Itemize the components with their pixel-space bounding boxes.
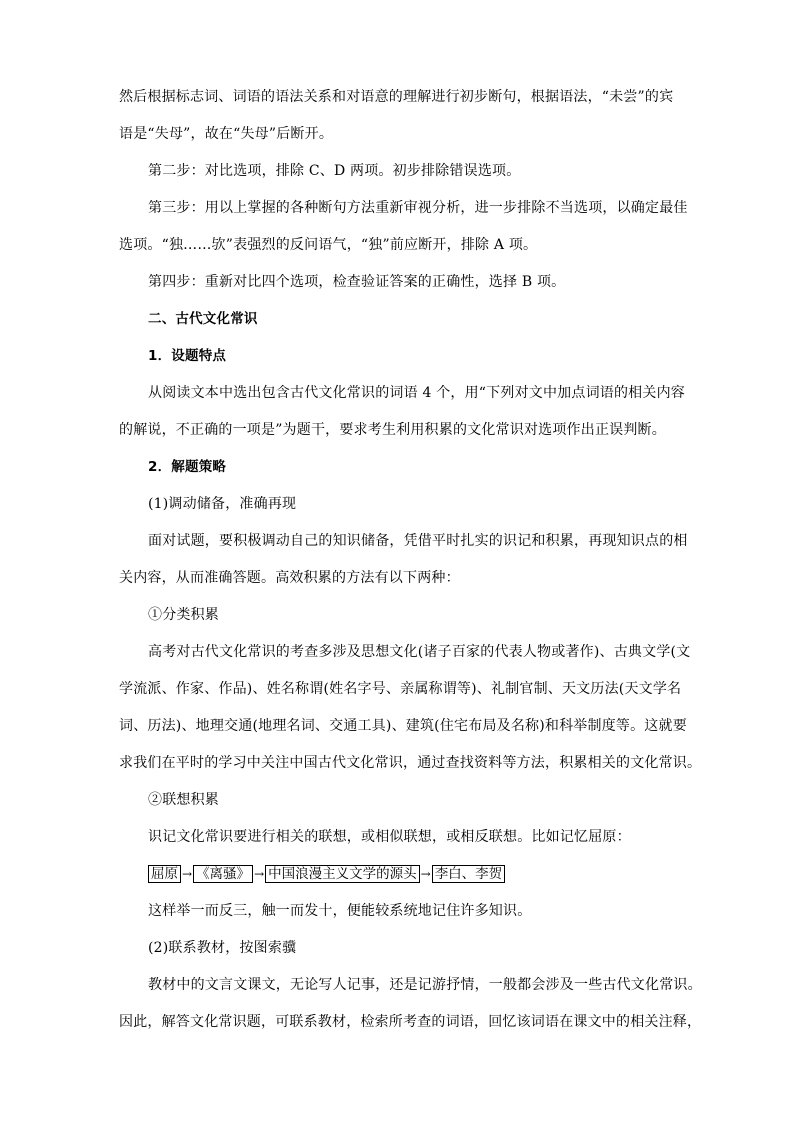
text-line: 然后根据标志词、词语的语法关系和对语意的理解进行初步断句，根据语法，“未尝”的宾 bbox=[119, 89, 674, 105]
heading-text: 1．设题特点 bbox=[148, 348, 227, 364]
text-line: 的解说，不正确的一项是”为题干，要求考生利用积累的文化常识对选项作出正误判断。 bbox=[119, 422, 666, 438]
text-line: (2)联系教材，按图索骥 bbox=[148, 940, 297, 956]
text-line: 求我们在平时的学习中关注中国古代文化常识，通过查找资料等方法，积累相关的文化常识。 bbox=[119, 755, 702, 771]
text-line: 语是“失母”，故在“失母”后断开。 bbox=[119, 126, 334, 142]
text-line: 这样举一而反三，触一而发十，便能较系统地记住许多知识。 bbox=[148, 903, 532, 919]
paragraph-category-accumulation-body bbox=[119, 643, 702, 772]
text-line: 因此，解答文化常识题，可联系教材，检索所考查的词语，回忆该词语在课文中的相关注释， bbox=[119, 1014, 702, 1030]
text-line: 教材中的文言文课文，无论写人记事，还是记游抒情，一般都会涉及一些古代文化常识。 bbox=[148, 977, 702, 993]
text-line: ①分类积累 bbox=[148, 607, 219, 623]
document-page bbox=[119, 88, 702, 1050]
text-line: 词、历法)、地理交通(地理名词、交通工具)、建筑(住宅布局及名称)和科举制度等。这就要 bbox=[119, 718, 687, 734]
paragraph-category-accumulation-title bbox=[119, 606, 677, 624]
paragraph-association-conclusion bbox=[119, 902, 677, 920]
chain-box-romanticism-source: 中国浪漫主义文学的源头 bbox=[265, 865, 420, 883]
text-line: 识记文化常识要进行相关的联想，或相似联想，或相反联想。比如记忆屈原： bbox=[148, 829, 631, 845]
paragraph-strategy-1-title bbox=[119, 495, 677, 513]
heading-text: 2．解题策略 bbox=[148, 459, 227, 475]
chain-box-li-bai-li-he: 李白、李贺 bbox=[432, 865, 506, 883]
paragraph-strategy-1-body bbox=[119, 532, 688, 587]
text-line: 第四步：重新对比四个选项，检查验证答案的正确性，选择 B 项。 bbox=[148, 274, 566, 290]
text-line: 关内容，从而准确答题。高效积累的方法有以下两种： bbox=[119, 570, 460, 586]
text-line: (1)调动储备，准确再现 bbox=[148, 496, 297, 512]
text-line: 第三步：用以上掌握的各种断句方法重新审视分析，进一步排除不当选项，以确定最佳 bbox=[148, 200, 688, 216]
paragraph-sentence-break-step1 bbox=[119, 88, 677, 143]
arrow-right-icon: → bbox=[182, 867, 193, 881]
text-line: 第二步：对比选项，排除 C、D 两项。初步排除错误选项。 bbox=[148, 163, 521, 179]
paragraph-question-features bbox=[119, 384, 685, 439]
paragraph-strategy-2-title bbox=[119, 939, 677, 957]
text-line: 学流派、作家、作品)、姓名称谓(姓名字号、亲属称谓等)、礼制官制、天文历法(天文学名 bbox=[119, 681, 682, 697]
subheading-solving-strategy bbox=[119, 458, 677, 476]
arrow-right-icon: → bbox=[254, 867, 265, 881]
paragraph-association-title bbox=[119, 791, 677, 809]
chain-box-qu-yuan: 屈原 bbox=[148, 865, 181, 883]
association-chain bbox=[119, 865, 677, 883]
chain-box-li-sao: 《离骚》 bbox=[193, 865, 253, 883]
text-line: 从阅读文本中选出包含古代文化常识的词语 4 个，用“下列对文中加点词语的相关内容 bbox=[148, 385, 685, 401]
paragraph-association-body bbox=[119, 828, 677, 846]
text-line: 面对试题，要积极调动自己的知识储备，凭借平时扎实的识记和积累，再现知识点的相 bbox=[148, 533, 688, 549]
subheading-question-features bbox=[119, 347, 677, 365]
text-line: 高考对古代文化常识的考查多涉及思想文化(诸子百家的代表人物或著作)、古典文学(文 bbox=[148, 644, 691, 660]
text-line: ②联想积累 bbox=[148, 792, 219, 808]
paragraph-step2 bbox=[119, 162, 677, 180]
text-line: 选项。“独……欤”表强烈的反问语气，“独”前应断开，排除 A 项。 bbox=[119, 237, 538, 253]
paragraph-step4 bbox=[119, 273, 677, 291]
arrow-right-icon: → bbox=[420, 867, 431, 881]
heading-text: 二、古代文化常识 bbox=[148, 311, 258, 327]
paragraph-strategy-2-body bbox=[119, 976, 702, 1031]
section-heading-ancient-culture bbox=[119, 310, 677, 328]
paragraph-step3 bbox=[119, 199, 688, 254]
